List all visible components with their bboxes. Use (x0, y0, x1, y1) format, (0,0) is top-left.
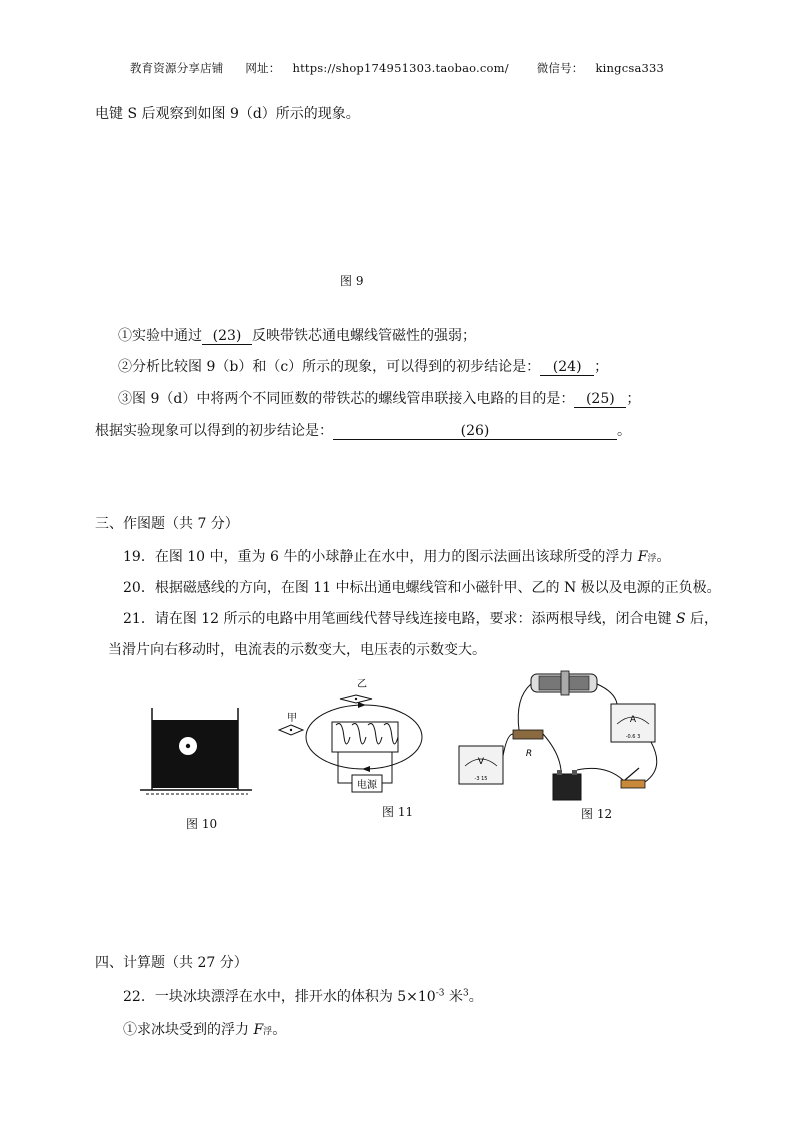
needle-jia-pivot (290, 729, 292, 731)
q19-text: 19．在图 10 中，重为 6 牛的小球静止在水中，用力的图示法画出该球所受的浮力 F浮。 (123, 549, 671, 565)
shop-name: 教育资源分享店铺 (129, 61, 224, 75)
q22-item1: ①求冰块受到的浮力 F浮。 (123, 1022, 287, 1038)
rheostat (531, 671, 597, 695)
answer-blank-23[interactable]: (23) (202, 329, 252, 345)
wire-resistor-battery (543, 734, 561, 770)
answer-blank-24[interactable]: (24) (540, 360, 594, 376)
needle-yi-pivot (355, 698, 357, 700)
wechat-label: 微信号： (536, 61, 584, 75)
url-label: 网址： (245, 61, 281, 75)
battery (553, 770, 581, 800)
label-jia: 甲 (287, 713, 297, 724)
shop-url[interactable]: https://shop174951303.taobao.com/ (292, 61, 509, 75)
wire-rheostat-resistor (518, 684, 531, 730)
fig12-caption: 图 12 (581, 807, 613, 821)
figure-11 (268, 675, 448, 805)
field-arrow-top (358, 702, 366, 708)
field-arrow-bottom (362, 766, 370, 772)
voltmeter (459, 746, 503, 784)
power-label: 电源 (357, 780, 377, 791)
ammeter-terminals: -0.6 3 (625, 734, 641, 740)
wire-switch-ammeter (645, 742, 657, 782)
ball-center (186, 744, 190, 748)
wire-rheostat-ammeter (597, 684, 617, 704)
ammeter-symbol: A (629, 715, 637, 725)
answer-blank-26[interactable]: (26) (333, 424, 617, 440)
q22-text: 22．一块冰块漂浮在水中，排开水的体积为 $5\times 10^{-3}$ 米$^3$。 (123, 988, 483, 1005)
figure-10 (140, 700, 255, 800)
ammeter (611, 704, 655, 742)
wire-battery-switch (577, 768, 623, 780)
section3-title: 三、作图题（共 7 分） (95, 516, 239, 532)
water-region (152, 720, 238, 788)
fig9-caption: 图 9 (340, 274, 364, 288)
wire-voltmeter-resistor (503, 734, 513, 756)
fig11-caption: 图 11 (382, 805, 414, 819)
q18-item1: ①实验中通过 (23) 反映带铁芯通电螺线管磁性的强弱； (118, 328, 476, 344)
intro-line: 电键 S 后观察到如图 9（d）所示的现象。 (95, 106, 360, 122)
resistor-label: R (525, 749, 533, 759)
q18-item2: ②分析比较图 9（b）和（c）所示的现象，可以得到的初步结论是： (24) ； (118, 359, 609, 375)
q21-text-line1: 21．请在图 12 所示的电路中用笔画线代替导线连接电路，要求：添两根导线，闭合电键 S 后， (123, 611, 719, 627)
voltmeter-symbol: V (477, 757, 485, 767)
label-yi: 乙 (357, 679, 367, 690)
page-header (0, 60, 800, 76)
answer-blank-25[interactable]: (25) (574, 392, 626, 408)
voltmeter-terminals: -3 15 (474, 776, 488, 782)
q18-item4: 根据实验现象可以得到的初步结论是： (26) 。 (95, 423, 631, 439)
wechat-id: kingcsa333 (595, 61, 665, 75)
resistor (513, 730, 543, 759)
q18-item3: ③图 9（d）中将两个不同匝数的带铁芯的螺线管串联接入电路的目的是： (25) ； (118, 391, 641, 407)
fig10-caption: 图 10 (186, 817, 218, 831)
q21-text-line2: 当滑片向右移动时，电流表的示数变大，电压表的示数变大。 (108, 642, 486, 658)
switch (621, 768, 645, 788)
q20-text: 20．根据磁感线的方向，在图 11 中标出通电螺线管和小磁针甲、乙的 N 极以及电源的正负极。 (123, 580, 721, 596)
section4-title: 四、计算题（共 27 分） (95, 955, 248, 971)
figure-12 (455, 668, 675, 808)
